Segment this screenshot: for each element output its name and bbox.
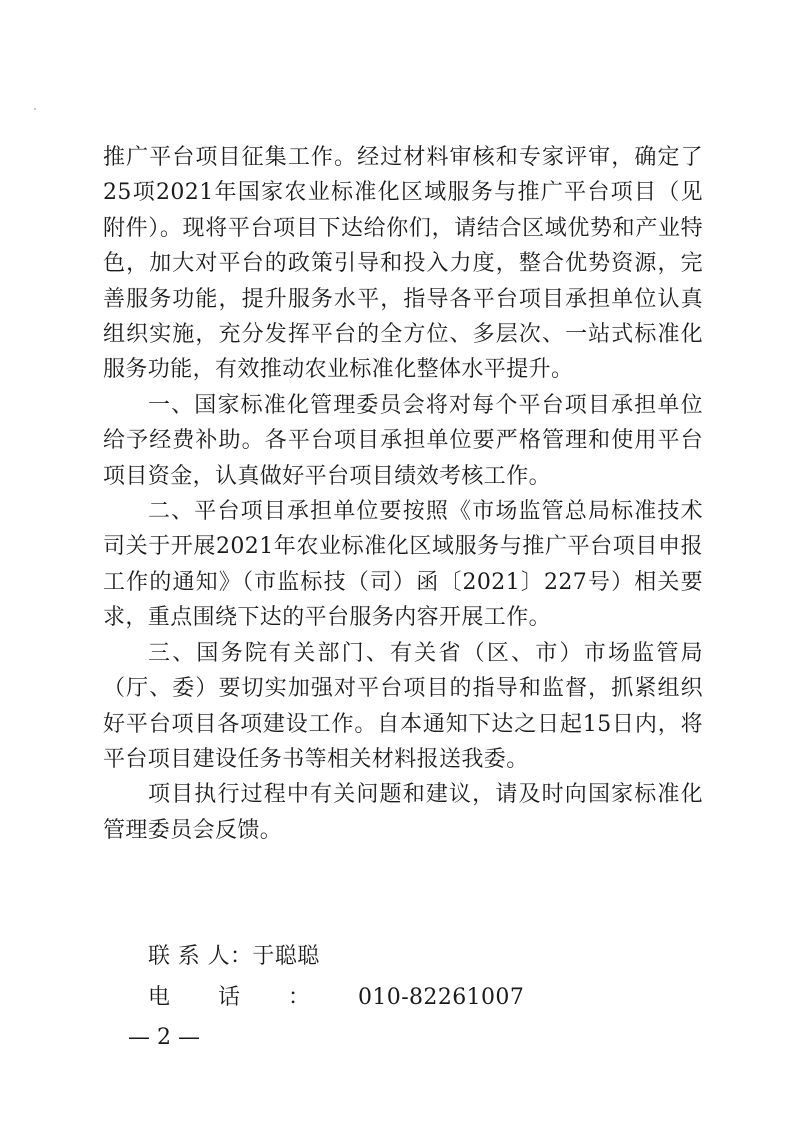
paragraph-item-3-supervision: 三、国务院有关部门、有关省（区、市）市场监管局（厅、委）要切实加强对平台项目的指导和监督，抓紧组织好平台项目各项建设工作。自本通知下达之日起15日内，将平台项目建设任务书等相关材料报送我委。	[103, 640, 703, 772]
document-body	[103, 140, 703, 848]
contact-person-line	[148, 942, 320, 972]
paragraph-intro-continued: 推广平台项目征集工作。经过材料审核和专家评审，确定了25项2021年国家农业标准化区域服务与推广平台项目（见附件）。现将平台项目下达给你们，请结合区域优势和产业特色，加大对平台的政策引导和投入力度，整合优势资源，完善服务功能，提升服务水平，指导各平台项目承担单位认真组织实施，充分发挥平台的全方位、多层次、一站式标准化服务功能，有效推动农业标准化整体水平提升。	[103, 145, 703, 383]
contact-person-value: 于聪聪	[252, 944, 320, 969]
contact-person-label: 联 系 人：	[148, 944, 253, 969]
paragraph-item-1-funding: 一、国家标准化管理委员会将对每个平台项目承担单位给予经费补助。各平台项目承担单位要严格管理和使用平台项目资金，认真做好平台项目绩效考核工作。	[103, 392, 703, 489]
contact-phone-value: 010-82261007	[358, 985, 525, 1010]
page-number: — 2 —	[128, 1025, 200, 1050]
paragraph-item-2-requirements: 二、平台项目承担单位要按照《市场监管总局标准技术司关于开展2021年农业标准化区域服务与推广平台项目申报工作的通知》（市监标技（司）函〔2021〕227号）相关要求，重点围绕下达的平台服务内容开展工作。	[103, 499, 703, 631]
scan-speck	[34, 108, 36, 110]
contact-phone-label: 电话：	[148, 985, 359, 1010]
contact-phone-line	[148, 983, 524, 1013]
paragraph-feedback: 项目执行过程中有关问题和建议，请及时向国家标准化管理委员会反馈。	[103, 782, 703, 843]
